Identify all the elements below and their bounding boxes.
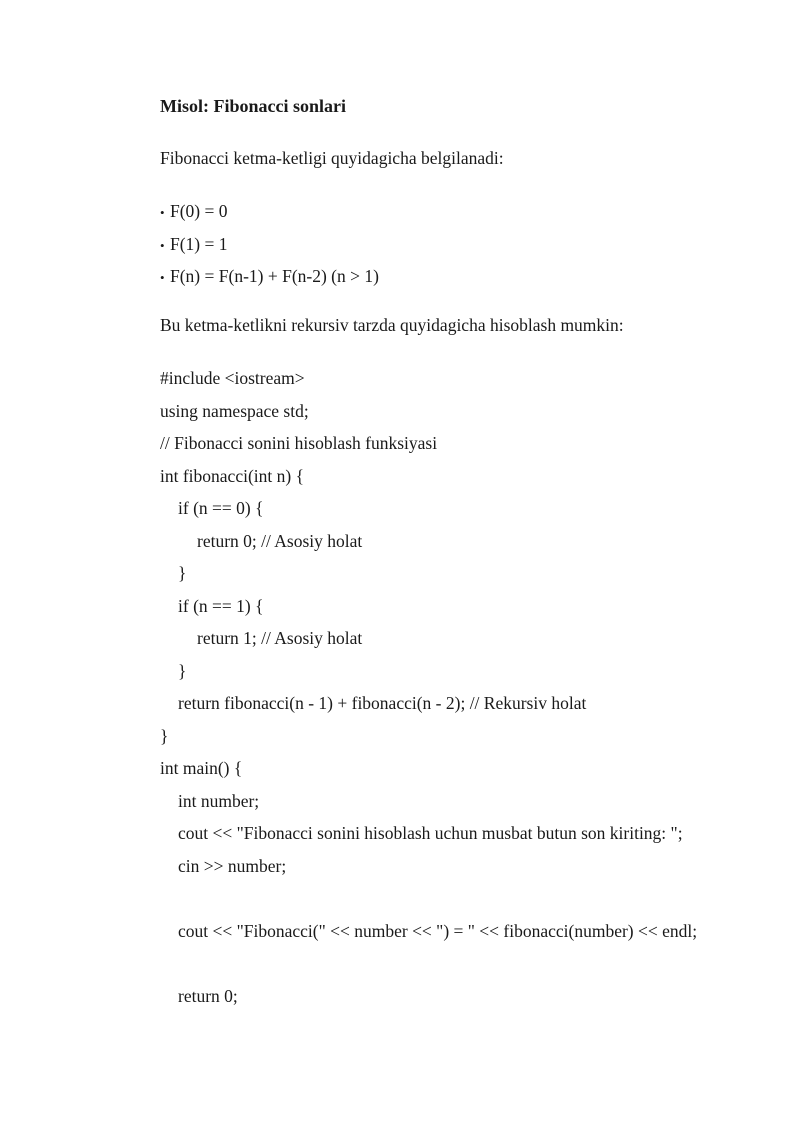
code-block: [160, 367, 697, 1017]
code-line: return 1; // Asosiy holat: [197, 628, 363, 648]
bullet-icon: •: [160, 270, 165, 285]
code-line: if (n == 0) {: [178, 498, 264, 518]
code-line: if (n == 1) {: [178, 595, 264, 616]
list-item: [160, 265, 379, 298]
code-line: // Fibonacci sonini hisoblash funksiyasi: [160, 433, 438, 453]
section-heading: Misol: Fibonacci sonlari: [160, 96, 346, 116]
code-line-blank: [160, 952, 697, 985]
code-line: using namespace std;: [160, 400, 309, 421]
code-line: int fibonacci(int n) {: [160, 465, 304, 486]
list-item-text: F(0) = 0: [170, 201, 228, 221]
code-line: }: [160, 725, 169, 746]
code-line: cout << "Fibonacci sonini hisoblash uchun musbat butun son kiriting: ";: [178, 823, 683, 843]
list-item-text: F(1) = 1: [170, 233, 228, 254]
list-item: [160, 200, 379, 233]
intro-paragraph: Fibonacci ketma-ketligi quyidagicha belgilanadi:: [160, 148, 504, 168]
list-item-text: F(n) = F(n-1) + F(n-2) (n > 1): [170, 266, 379, 286]
code-line: return fibonacci(n - 1) + fibonacci(n - 2); // Rekursiv holat: [178, 693, 587, 713]
code-line: #include <iostream>: [160, 368, 305, 388]
definition-list: [160, 200, 379, 298]
code-line: return 0;: [178, 985, 238, 1006]
code-line: int number;: [178, 790, 260, 811]
bullet-icon: •: [160, 237, 165, 253]
code-intro-paragraph: Bu ketma-ketlikni rekursiv tarzda quyidagicha hisoblash mumkin:: [160, 315, 624, 335]
code-line: cout << "Fibonacci(" << number << ") = " << fibonacci(number) << endl;: [178, 920, 698, 941]
list-item: [160, 233, 379, 266]
code-line: cin >> number;: [178, 855, 287, 876]
code-line: }: [178, 563, 187, 583]
bullet-icon: •: [160, 205, 165, 220]
code-line: }: [178, 660, 187, 681]
code-line: int main() {: [160, 758, 243, 778]
code-line-blank: [160, 887, 697, 920]
code-line: return 0; // Asosiy holat: [197, 530, 363, 551]
